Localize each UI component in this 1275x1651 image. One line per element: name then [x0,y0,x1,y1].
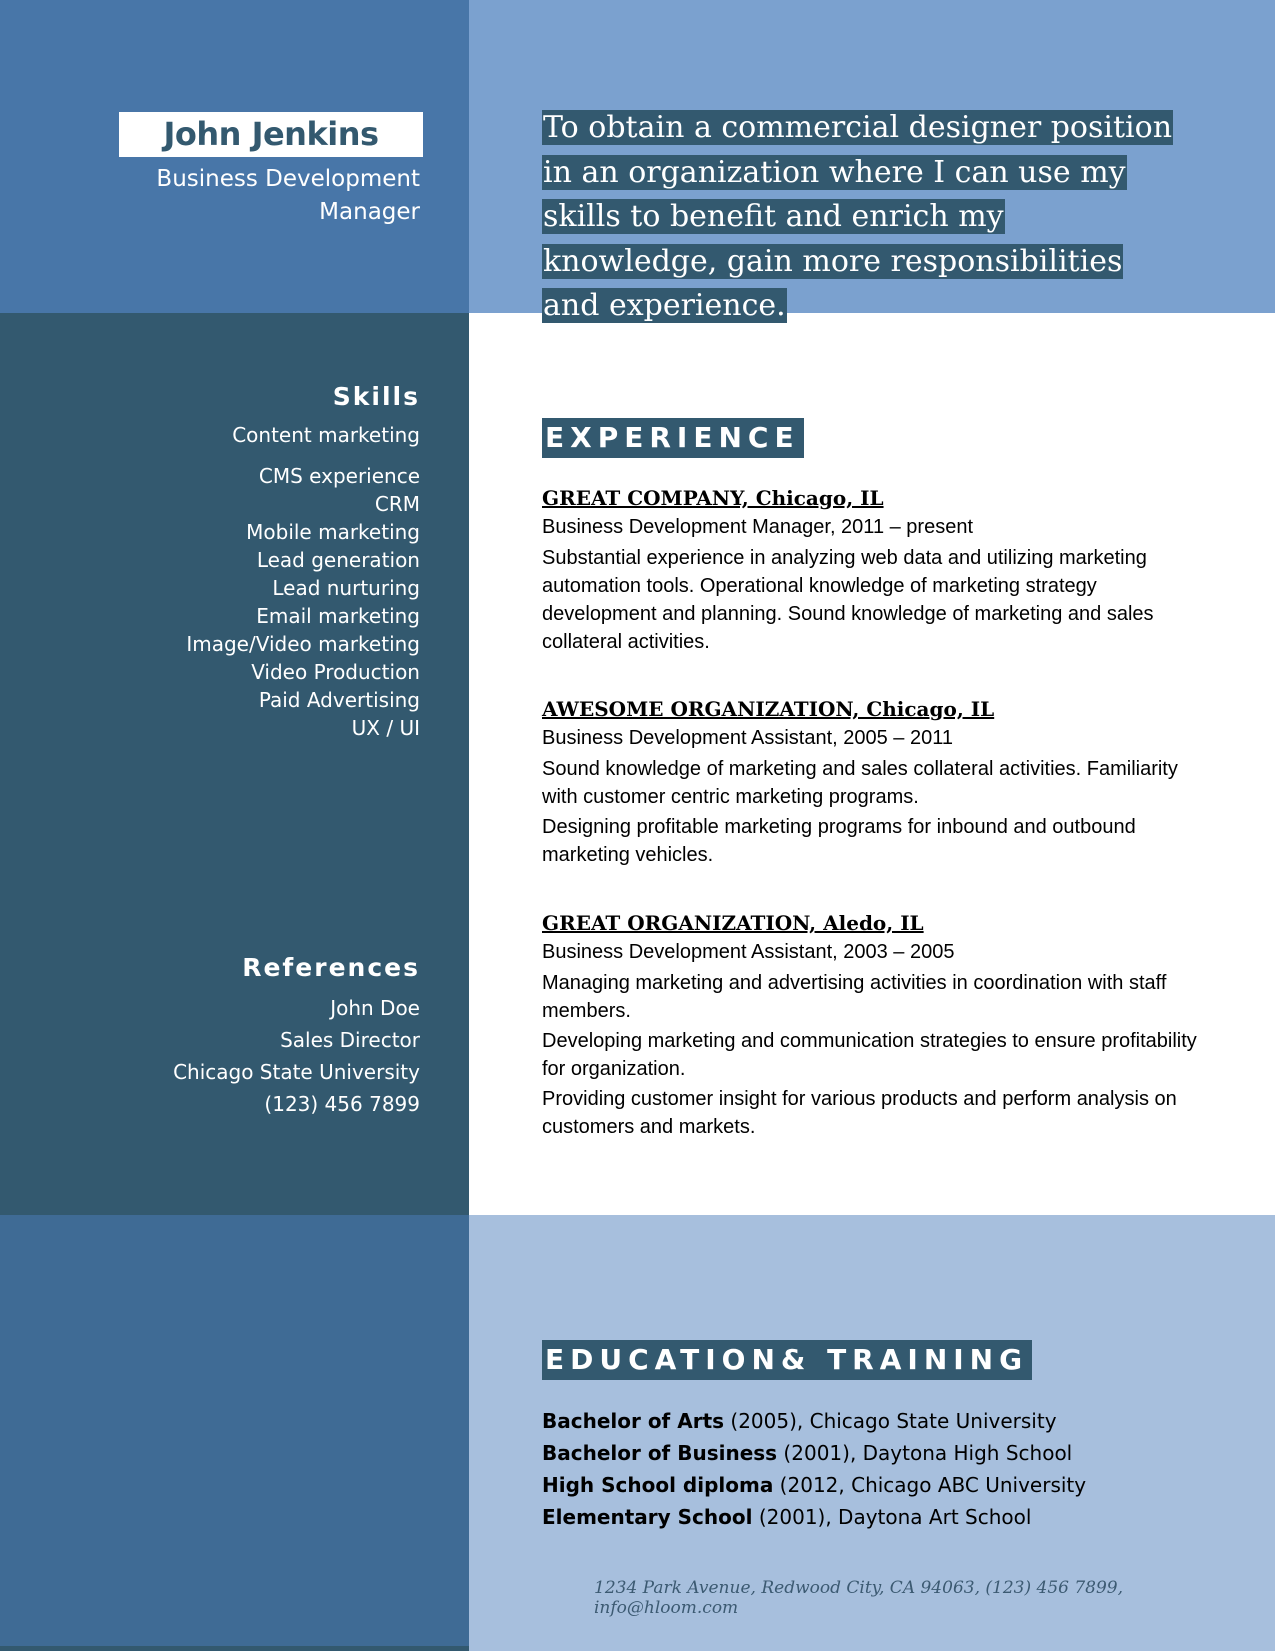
skills-heading: Skills [332,382,420,411]
skill-item: Lead generation [256,548,420,572]
skill-item: CRM [374,492,420,516]
education-heading-wrap [542,1340,1202,1380]
skill-item: CMS experience [258,464,420,488]
job-description: Managing marketing and advertising activities in coordination with staff members. [542,972,1167,1022]
education-detail: (2001), Daytona Art School [752,1505,1032,1529]
skill-item: Email marketing [256,604,420,628]
objective-text: To obtain a commercial designer position in an organization where I can use my skills to benefit and enrich my knowledge, gain more responsibilities and experience. [543,110,1173,323]
reference-organization: Chicago State University [173,1060,420,1084]
skills-list [186,462,420,742]
skill-item: Content marketing [232,423,420,447]
job-entry [542,484,1202,656]
education-degree: Bachelor of Business [542,1441,778,1465]
reference-title: Sales Director [280,1028,420,1052]
education-heading: EDUCATION& TRAINING [542,1340,1032,1380]
reference-phone: (123) 456 7899 [264,1092,420,1116]
skill-item: Lead nurturing [272,576,420,600]
experience-heading: EXPERIENCE [542,418,804,458]
candidate-title: Business Development Manager [156,166,420,225]
objective-statement [542,106,1182,329]
skill-item: Video Production [251,660,420,684]
job-role: Business Development Manager, 2011 – present [542,516,974,538]
footer-left-panel [0,1215,469,1646]
skill-item: UX / UI [351,716,420,740]
references-heading: References [242,953,420,982]
job-description: Designing profitable marketing programs for inbound and outbound marketing vehicles. [542,816,1136,866]
skill-item: Mobile marketing [246,520,420,544]
job-company: GREAT ORGANIZATION, Aledo, IL [542,911,924,935]
education-detail: (2005), Chicago State University [724,1409,1057,1433]
bottom-strip [0,1646,469,1651]
job-description: Providing customer insight for various products and perform analysis on customers and markets. [542,1088,1177,1138]
references-list [173,992,420,1120]
job-role: Business Development Assistant, 2005 – 2011 [542,727,953,749]
job-description: Sound knowledge of marketing and sales collateral activities. Familiarity with customer centric marketing programs. [542,758,1178,808]
job-description: Substantial experience in analyzing web data and utilizing marketing automation tools. Operational knowledge of marketing strategy development and planning. Sound knowledge of marketing and sales collateral activities. [542,547,1154,653]
job-role: Business Development Assistant, 2003 – 2005 [542,941,955,963]
education-item [542,1469,1086,1501]
candidate-name: John Jenkins [119,112,423,157]
job-description: Developing marketing and communication strategies to ensure profitability for organization. [542,1030,1197,1080]
education-item [542,1437,1086,1469]
job-company: AWESOME ORGANIZATION, Chicago, IL [542,697,995,721]
education-degree: High School diploma [542,1473,774,1497]
education-detail: (2012, Chicago ABC University [773,1473,1087,1497]
education-detail: (2001), Daytona High School [777,1441,1073,1465]
education-item [542,1405,1086,1437]
education-item [542,1501,1086,1533]
job-entry [542,695,1202,869]
skill-item: Image/Video marketing [186,632,420,656]
skill-item: Paid Advertising [258,688,420,712]
contact-info: 1234 Park Avenue, Redwood City, CA 94063, (123) 456 7899, info@hloom.com [594,1578,1124,1618]
job-entry [542,909,1202,1141]
education-degree: Elementary School [542,1505,753,1529]
education-list [542,1405,1086,1533]
reference-name: John Doe [330,996,420,1020]
experience-heading-wrap [542,418,1202,458]
job-company: GREAT COMPANY, Chicago, IL [542,486,884,510]
education-degree: Bachelor of Arts [542,1409,725,1433]
